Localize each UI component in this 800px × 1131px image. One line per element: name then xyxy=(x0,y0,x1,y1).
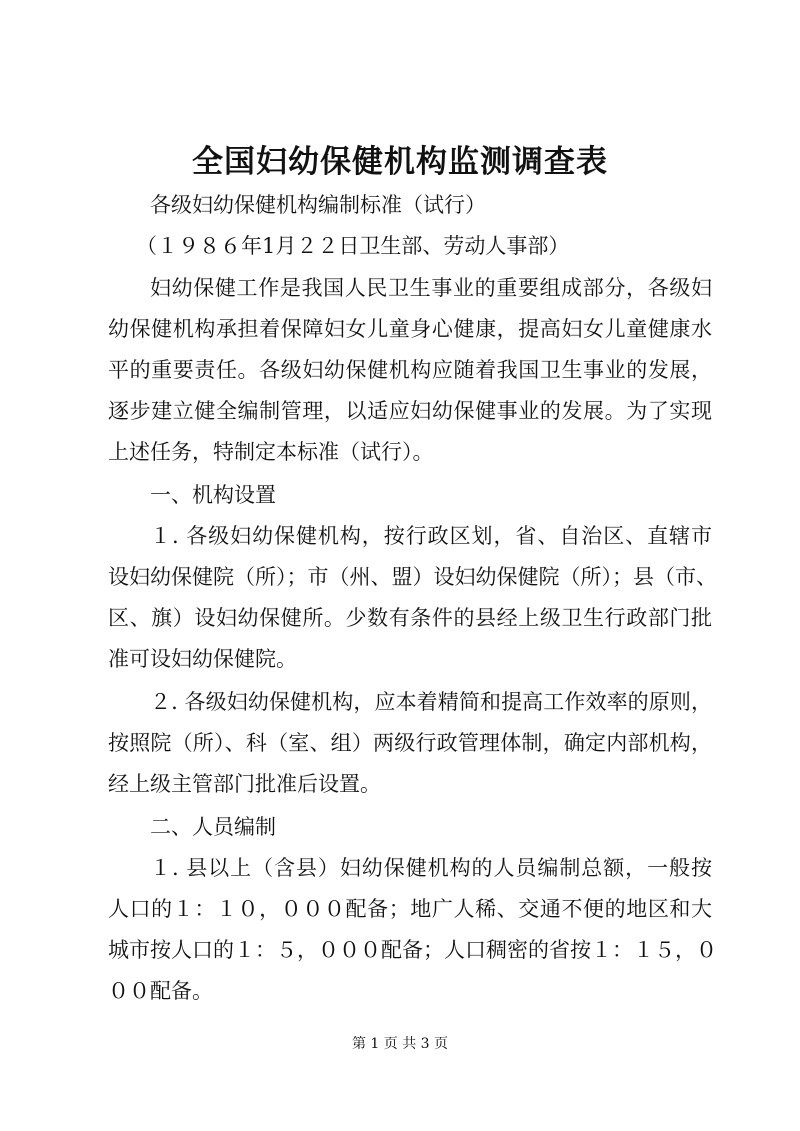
intro-line: 妇幼保健工作是我国人民卫生事业的重要组成部分，各级妇 xyxy=(150,276,712,300)
section2-item1-line: 城市按人口的１：５，０００配备；人口稠密的省按１：１５，０ xyxy=(108,938,717,962)
section1-item1-line: 设妇幼保健院（所）；市（州、盟）设妇幼保健院（所）；县（市、 xyxy=(108,565,717,589)
issuer-line: （１９８６年1月２２日卫生部、劳动人事部） xyxy=(136,234,570,258)
section-heading-staffing: 二、人员编制 xyxy=(150,815,276,839)
section1-item2-line: 按照院（所）、科（室、组）两级行政管理体制，确定内部机构， xyxy=(108,731,712,755)
page-footer: 第 1 页 共 3 页 xyxy=(351,1036,449,1052)
subtitle: 各级妇幼保健机构编制标准（试行） xyxy=(150,193,486,217)
section-heading-organization: 一、机构设置 xyxy=(150,483,276,507)
document-title: 全国妇幼保健机构监测调查表 xyxy=(192,144,608,180)
intro-line: 逐步建立健全编制管理，以适应妇幼保健事业的发展。为了实现 xyxy=(108,399,712,423)
intro-line: 上述任务，特制定本标准（试行）。 xyxy=(108,440,434,464)
section1-item2-line: 经上级主管部门批准后设置。 xyxy=(108,772,381,796)
section1-item2-line: ２. 各级妇幼保健机构，应本着精简和提高工作效率的原则， xyxy=(150,690,712,714)
section1-item1-line: １. 各级妇幼保健机构，按行政区划，省、自治区、直辖市 xyxy=(150,524,712,548)
intro-line: 平的重要责任。各级妇幼保健机构应随着我国卫生事业的发展， xyxy=(108,358,712,382)
section2-item1-line: １. 县以上（含县）妇幼保健机构的人员编制总额，一般按 xyxy=(150,856,712,880)
section2-item1-line: ００配备。 xyxy=(108,979,213,1003)
section1-item1-line: 区、旗）设妇幼保健所。少数有条件的县经上级卫生行政部门批 xyxy=(108,606,712,630)
intro-line: 幼保健机构承担着保障妇女儿童身心健康，提高妇女儿童健康水 xyxy=(108,317,712,341)
section1-item1-line: 准可设妇幼保健院。 xyxy=(108,647,297,671)
section2-item1-line: 人口的１：１０，０００配备；地广人稀、交通不便的地区和大 xyxy=(108,897,712,921)
